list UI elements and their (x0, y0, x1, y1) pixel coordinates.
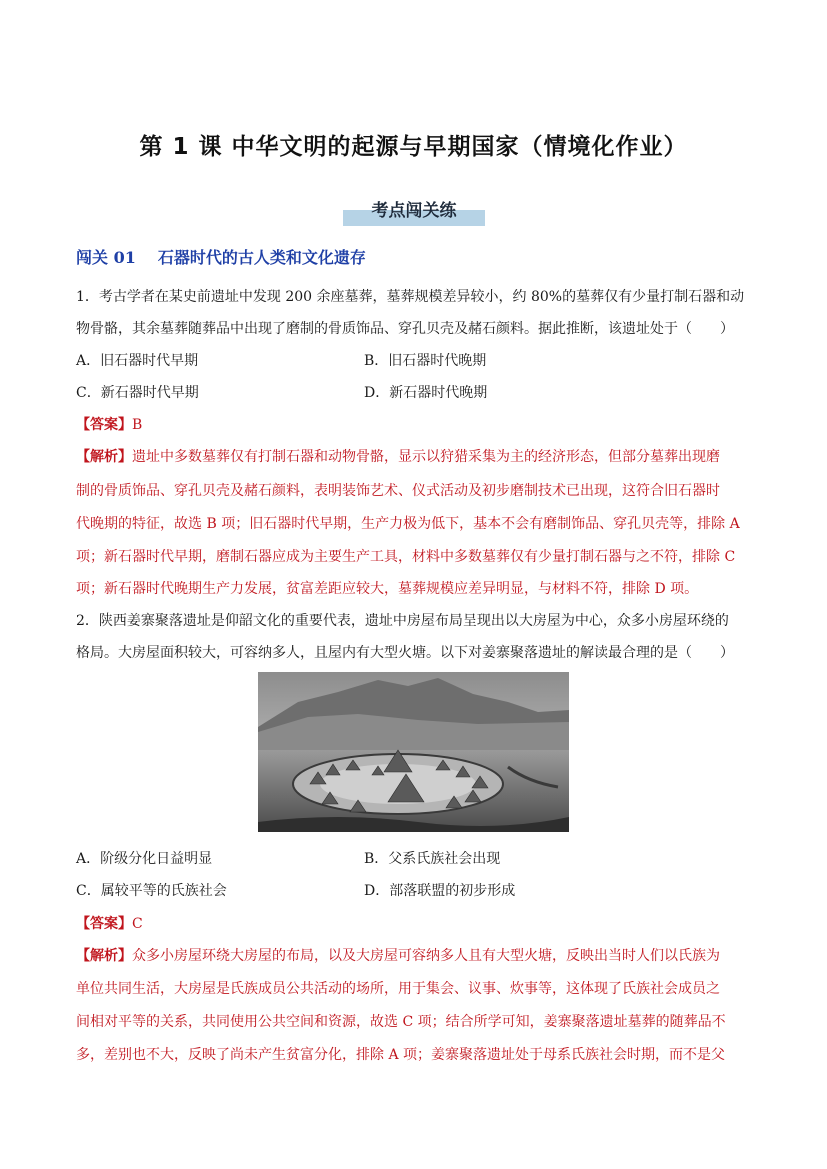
q1-answer-value: B (132, 417, 143, 433)
q2-option-d: D．部落联盟的初步形成 (364, 883, 516, 899)
q1-answer-label: 【答案】 (76, 417, 132, 433)
q1-analysis-line5: 项；新石器时代晚期生产力发展，贫富差距应较大，墓葬规模应差异明显，与材料不符，排除 D 项。 (76, 581, 699, 597)
q1-analysis-text1: 遗址中多数墓葬仅有打制石器和动物骨骼，显示以狩猎采集为主的经济形态，但部分墓葬出现磨 (132, 449, 720, 465)
q2-analysis-line2: 单位共同生活，大房屋是氏族成员公共活动的场所，用于集会、议事、炊事等，这体现了氏族社会成员之 (76, 981, 720, 997)
q2-option-c: C．属较平等的氏族社会 (76, 883, 227, 899)
q1-analysis-label: 【解析】 (76, 449, 132, 465)
q2-analysis-label: 【解析】 (76, 948, 132, 964)
q2-answer (76, 913, 143, 933)
q1-stem-line1: 1．考古学者在某史前遗址中发现 200 余座墓葬，墓葬规模差异较小，约 80%的墓葬仅有少量打制石器和动 (76, 289, 745, 305)
section-heading-text: 石器时代的古人类和文化遗存 (157, 248, 366, 267)
jiangzhai-settlement-illustration (258, 672, 569, 832)
q1-option-a: A．旧石器时代早期 (76, 353, 199, 369)
q2-stem-line2: 格局。大房屋面积较大，可容纳多人，且屋内有大型火塘。以下对姜寨聚落遗址的解读最合理的是（ ） (76, 645, 734, 661)
q2-option-b: B．父系氏族社会出现 (364, 851, 501, 867)
q1-analysis-line4: 项；新石器时代早期，磨制石器应成为主要生产工具，材料中多数墓葬仅有少量打制石器与之不符，排除 C (76, 549, 736, 565)
q2-stem-line1: 2．陕西姜寨聚落遗址是仰韶文化的重要代表，遗址中房屋布局呈现出以大房屋为中心，众多小房屋环绕的 (76, 613, 729, 629)
q1-analysis-line3: 代晚期的特征，故选 B 项；旧石器时代早期，生产力极为低下，基本不会有磨制饰品、穿孔贝壳等，排除 A (76, 516, 740, 532)
q2-analysis-line3: 间相对平等的关系，共同使用公共空间和资源，故选 C 项；结合所学可知，姜寨聚落遗址墓葬的随葬品不 (76, 1014, 726, 1030)
q1-option-c: C．新石器时代早期 (76, 385, 199, 401)
q1-analysis-line2: 制的骨质饰品、穿孔贝壳及赭石颜料，表明装饰艺术、仪式活动及初步磨制技术已出现，这符合旧石器时 (76, 483, 720, 499)
q1-answer (76, 414, 142, 434)
q1-analysis-line1 (76, 446, 720, 466)
q1-option-b: B．旧石器时代晚期 (364, 353, 487, 369)
section-tag (343, 196, 485, 226)
section-tag-label: 考点闯关练 (371, 201, 457, 221)
page-title: 第 1 课 中华文明的起源与早期国家（情境化作业） (139, 134, 688, 160)
q1-option-d: D．新石器时代晚期 (364, 385, 488, 401)
q2-analysis-text1: 众多小房屋环绕大房屋的布局，以及大房屋可容纳多人且有大型火塘，反映出当时人们以氏族为 (132, 948, 720, 964)
section-heading (76, 245, 366, 268)
q1-stem-line2: 物骨骼，其余墓葬随葬品中出现了磨制的骨质饰品、穿孔贝壳及赭石颜料。据此推断，该遗址处于（ ） (76, 321, 734, 337)
q2-answer-label: 【答案】 (76, 916, 132, 932)
section-heading-number: 闯关 01 (76, 248, 136, 267)
settlement-drawing (258, 672, 569, 832)
q2-analysis-line1 (76, 945, 720, 965)
q2-analysis-line4: 多，差别也不大，反映了尚未产生贫富分化，排除 A 项；姜寨聚落遗址处于母系氏族社会时期，而不是父 (76, 1047, 726, 1063)
q2-answer-value: C (132, 916, 143, 932)
q2-option-a: A．阶级分化日益明显 (76, 851, 213, 867)
